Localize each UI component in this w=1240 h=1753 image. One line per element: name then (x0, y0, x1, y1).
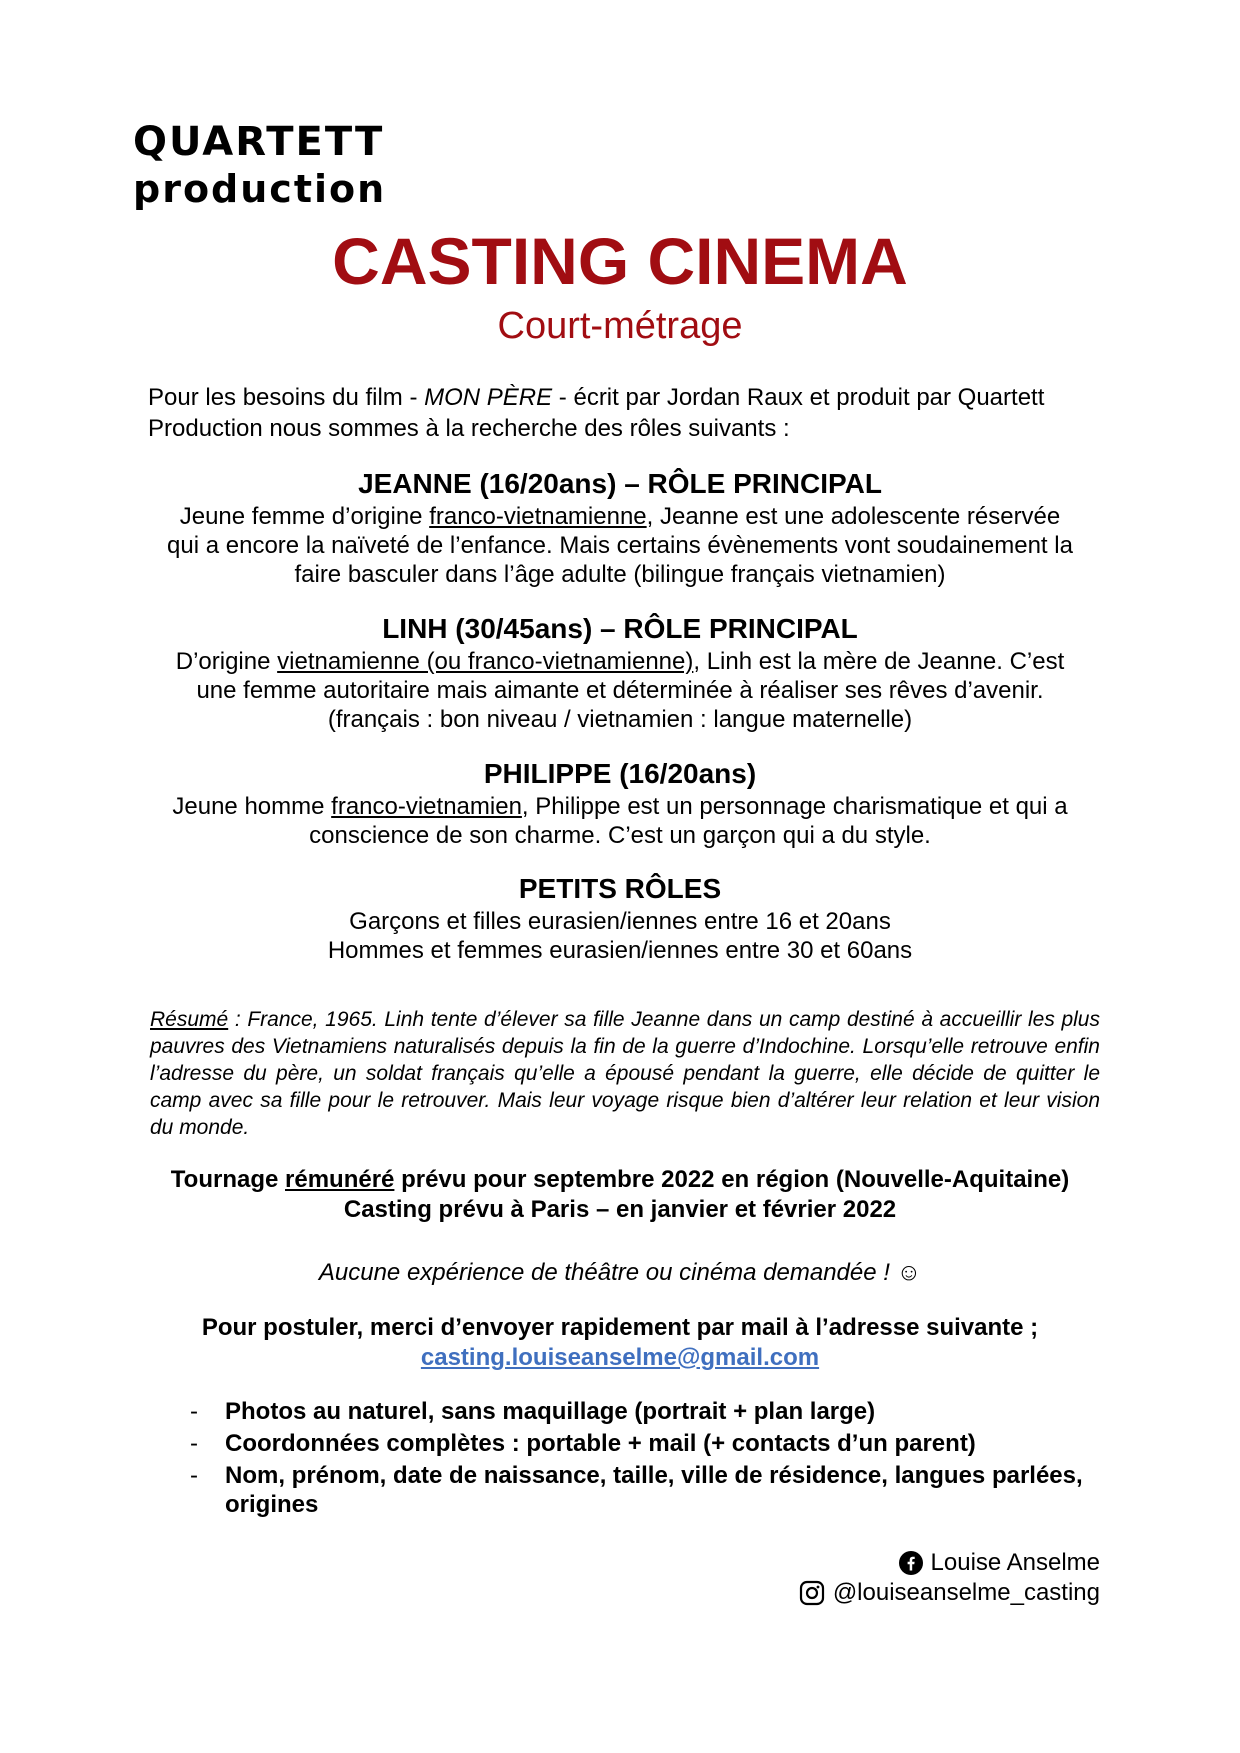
role-title: PHILIPPE (16/20ans) (483, 758, 757, 789)
requirements-list (190, 1397, 1090, 1522)
role-desc-text: D’origine (175, 648, 278, 675)
role-desc-text: , Jeanne est une adolescente réservée (646, 503, 1061, 530)
synopsis-label: Résumé (150, 1008, 229, 1031)
synopsis (150, 1006, 1100, 1141)
role-desc-text: , Linh est la mère de Jeanne. C’est (693, 648, 1065, 675)
role-desc-line: conscience de son charme. C’est un garçon qui a du style. (309, 822, 931, 849)
facebook-icon (899, 1551, 923, 1575)
role-origin: franco-vietnamien (331, 793, 522, 820)
role-origin: franco-vietnamienne (429, 503, 647, 530)
page-title: CASTING CINEMA (332, 224, 908, 298)
shooting-text: Tournage (170, 1166, 286, 1193)
role-title: LINH (30/45ans) – RÔLE PRINCIPAL (382, 613, 858, 644)
bullet-dash: - (190, 1398, 198, 1425)
no-experience-note: Aucune expérience de théâtre ou cinéma demandée ! ☺ (318, 1259, 922, 1286)
role-desc-text: Jeune homme (172, 793, 332, 820)
role-description (120, 792, 1120, 850)
role-desc-line: qui a encore la naïveté de l’enfance. Mais certains évènements vont soudainement la (167, 532, 1073, 559)
role-desc-line: (français : bon niveau / vietnamien : langue maternelle) (327, 706, 913, 733)
bullet-dash: - (190, 1430, 198, 1457)
role-desc-text: Jeune femme d’origine (179, 503, 430, 530)
application-info (0, 1313, 1240, 1373)
list-item (190, 1461, 1090, 1519)
paid-label: rémunéré (285, 1166, 395, 1193)
role-description (120, 502, 1120, 589)
social-contacts (799, 1548, 1100, 1608)
application-text: Pour postuler, merci d’envoyer rapidement par mail à l’adresse suivante ; (201, 1314, 1039, 1341)
list-item (190, 1397, 1090, 1426)
role-desc-line: une femme autoritaire mais aimante et déterminée à réaliser ses rêves d’avenir. (196, 677, 1044, 704)
page-subtitle: Court-métrage (497, 305, 743, 347)
role-description (120, 907, 1120, 965)
intro-text-end: - écrit par Jordan Raux et produit par Quartett (552, 384, 1045, 411)
requirement-text: Coordonnées complètes : portable + mail (+ contacts d’un parent) (225, 1430, 976, 1457)
instagram-handle: @louiseanselme_casting (832, 1579, 1100, 1606)
role-petits-roles (120, 871, 1120, 965)
intro-text-start: Pour les besoins du film - (148, 384, 425, 411)
facebook-contact[interactable] (799, 1548, 1100, 1578)
role-title: JEANNE (16/20ans) – RÔLE PRINCIPAL (358, 468, 882, 499)
role-desc-line: faire basculer dans l’âge adulte (bilingue français vietnamien) (294, 561, 946, 588)
requirement-text: Nom, prénom, date de naissance, taille, ville de résidence, langues parlées, origines (225, 1462, 1083, 1518)
email-link[interactable]: casting.louiseanselme@gmail.com (420, 1344, 820, 1371)
shooting-info (0, 1165, 1240, 1225)
role-linh (120, 611, 1120, 734)
requirement-text: Photos au naturel, sans maquillage (portrait + plan large) (225, 1398, 876, 1425)
role-jeanne (120, 466, 1120, 589)
instagram-icon (799, 1580, 825, 1606)
role-desc-line: Garçons et filles eurasien/iennes entre 16 et 20ans (349, 908, 891, 935)
role-description (120, 647, 1120, 734)
role-desc-text: , Philippe est un personnage charismatique et qui a (521, 793, 1068, 820)
casting-dates: Casting prévu à Paris – en janvier et février 2022 (343, 1196, 897, 1223)
intro-paragraph (148, 382, 1108, 444)
instagram-contact[interactable] (799, 1578, 1100, 1608)
bullet-dash: - (190, 1462, 198, 1489)
logo-line-quartett: QUARTETT (133, 119, 385, 165)
company-logo (133, 119, 387, 211)
logo-line-production: production (133, 167, 387, 211)
role-desc-line: Hommes et femmes eurasien/iennes entre 30 et 60ans (327, 937, 913, 964)
intro-line-2: Production nous sommes à la recherche des rôles suivants : (148, 415, 790, 442)
shooting-text: prévu pour septembre 2022 en région (Nouvelle-Aquitaine) (394, 1166, 1070, 1193)
role-title: PETITS RÔLES (518, 873, 722, 904)
facebook-name: Louise Anselme (930, 1549, 1100, 1576)
list-item (190, 1429, 1090, 1458)
role-origin: vietnamienne (ou franco-vietnamienne) (277, 648, 694, 675)
film-title: MON PÈRE (424, 384, 553, 411)
synopsis-text: : France, 1965. Linh tente d’élever sa fille Jeanne dans un camp destiné à accueillir les plus pauvres des Vietnamiens naturalisés depuis la fin de la guerre d’Indochine. Lorsqu’elle retrouve enfin l’adresse du père, un soldat français qu’elle a épousé pendant la guerre, elle décide de quitter le camp avec sa fille pour le retrouver. Mais leur voyage risque bien d’altérer leur relation et leur vision du monde. (150, 1008, 1100, 1139)
role-philippe (120, 756, 1120, 850)
